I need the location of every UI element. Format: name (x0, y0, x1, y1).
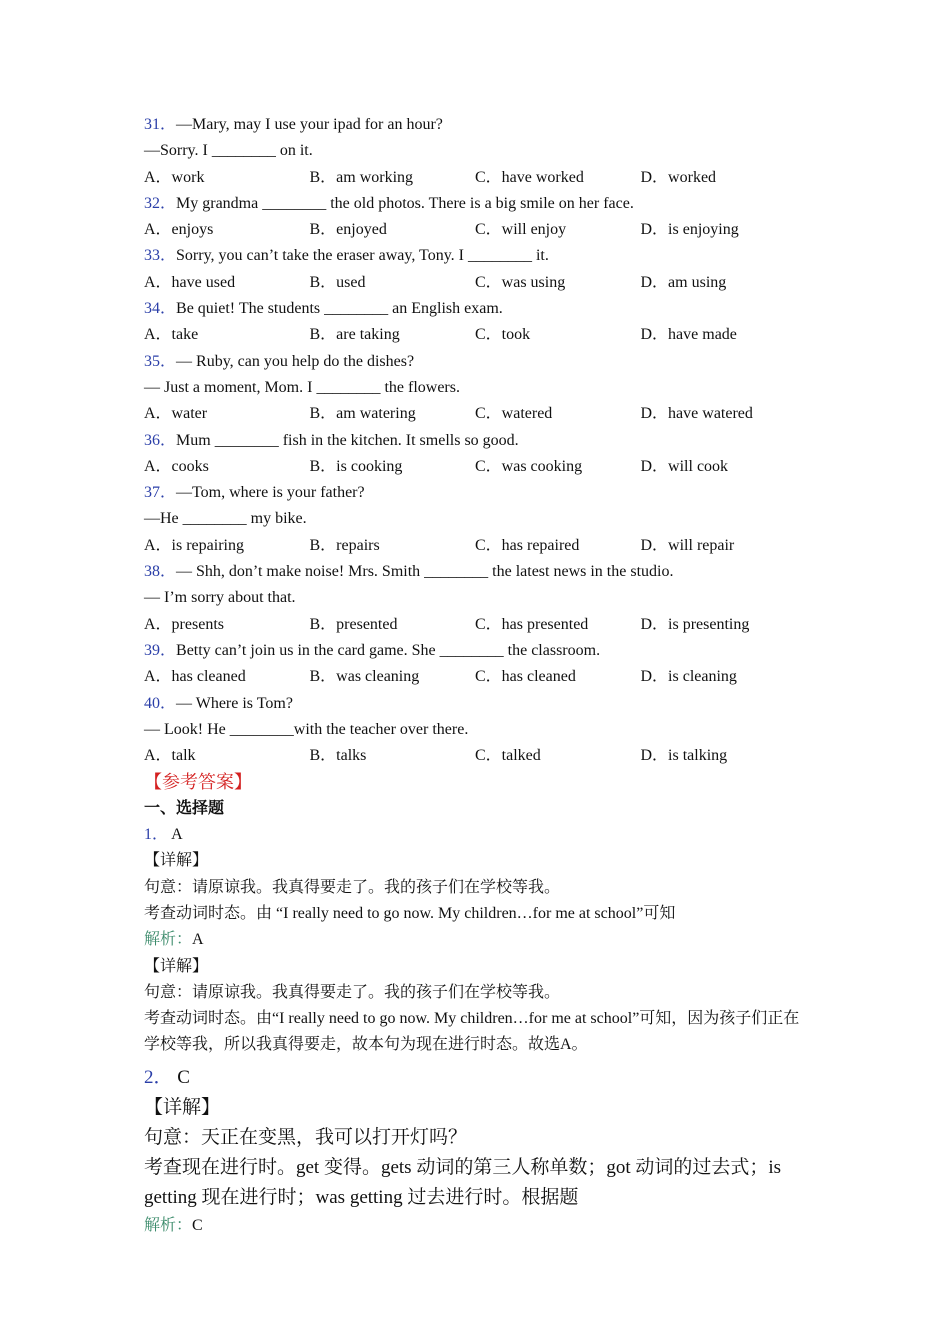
option-c: C．watered (475, 405, 553, 423)
option-b: B．am watering (309, 405, 416, 423)
option-a: A．presents (144, 615, 224, 633)
question-number: 32． (144, 194, 177, 212)
question-number: 36． (144, 431, 177, 449)
question-text: Sorry, you can’t take the eraser away, Tony. I ________ it. (176, 247, 549, 265)
analysis-suffix: 可知 (643, 904, 676, 922)
question-text: —Tom, where is your father? (176, 484, 365, 502)
sentence-meaning: 句意：天正在变黑，我可以打开灯吗？ (144, 1126, 468, 1148)
option-d: D．worked (640, 168, 717, 186)
option-d: D．have made (640, 326, 737, 344)
question-number: 31． (144, 116, 177, 133)
option-row (144, 664, 824, 690)
analysis-text: 考查现在进行时。get 变得。gets 动词的第三人称单数；got 动词的过去式；is getting 现在进行时；was getting 过去进行时。根据题 (144, 1156, 782, 1208)
option-a: A．cooks (144, 457, 209, 475)
answer-1 (144, 822, 824, 848)
answer-number: 1． (144, 826, 169, 844)
document-page (144, 112, 824, 1239)
question-number: 38． (144, 563, 177, 581)
question-text: — Look! He ________with the teacher over there. (144, 720, 469, 738)
option-a: A．have used (144, 273, 236, 291)
question-text: Mum ________ fish in the kitchen. It smells so good. (176, 431, 519, 449)
option-row (144, 217, 824, 243)
answer-2 (144, 1063, 824, 1093)
jiexi-label: 解析： (144, 931, 193, 949)
jiexi-value: A (192, 931, 204, 949)
question-text: My grandma ________ the old photos. There is a big smile on her face. (176, 194, 634, 212)
question-number: 35． (144, 352, 177, 370)
option-row (144, 743, 824, 769)
section-title: 一、选择题 (144, 799, 225, 817)
question-reply (144, 506, 824, 532)
question-number: 37． (144, 484, 177, 502)
option-b: B．talks (309, 747, 367, 765)
option-d: D．is talking (640, 747, 728, 765)
question-text: — I’m sorry about that. (144, 589, 296, 607)
option-a: A．enjoys (144, 221, 214, 239)
option-b: B．are taking (309, 326, 400, 344)
sentence-meaning: 句意：请原谅我。我真得要走了。我的孩子们在学校等我。 (144, 983, 561, 1001)
option-c: C．will enjoy (475, 221, 567, 239)
option-c: C．was cooking (475, 457, 583, 475)
option-b: B．was cleaning (309, 668, 420, 686)
option-row (144, 612, 824, 638)
question-text: Betty can’t join us in the card game. She ________ the classroom. (176, 641, 601, 659)
question-stem (144, 112, 824, 138)
question-list (144, 112, 824, 769)
question-stem (144, 296, 824, 322)
option-b: B．repairs (309, 536, 380, 554)
question-text: — Just a moment, Mom. I ________ the flowers. (144, 378, 460, 396)
option-b: B．is cooking (309, 457, 403, 475)
option-d: D．am using (640, 273, 727, 291)
answer-value: C (177, 1066, 190, 1088)
option-c: C．talked (475, 747, 541, 765)
option-row (144, 165, 824, 191)
question-reply (144, 138, 824, 164)
option-d: D．is presenting (640, 615, 750, 633)
option-row (144, 322, 824, 348)
option-a: A．work (144, 168, 205, 186)
question-stem (144, 428, 824, 454)
option-c: C．was using (475, 273, 566, 291)
option-b: B．used (309, 273, 366, 291)
question-reply (144, 585, 824, 611)
option-row (144, 454, 824, 480)
sentence-meaning: 句意：请原谅我。我真得要走了。我的孩子们在学校等我。 (144, 878, 561, 896)
analysis-prefix: 考查动词时态。由 (144, 904, 273, 922)
question-reply (144, 375, 824, 401)
detail-label: 【详解】 (144, 957, 209, 975)
option-c: C．has repaired (475, 536, 580, 554)
option-b: B．enjoyed (309, 221, 387, 239)
option-row (144, 401, 824, 427)
question-number: 33． (144, 247, 177, 265)
question-text: — Ruby, can you help do the dishes? (176, 352, 415, 370)
analysis-text: 考查动词时态。由“I really need to go now. My children…for me at school”可知，因为孩子们正在学校等我，所以我真得要走，故本句为现在进行时态。故选A。 (144, 1010, 800, 1054)
question-stem (144, 243, 824, 269)
option-d: D．is enjoying (640, 221, 739, 239)
question-stem (144, 191, 824, 217)
jiexi-line (144, 927, 824, 953)
option-d: D．will cook (640, 457, 729, 475)
question-stem (144, 638, 824, 664)
analysis-quote: “I really need to go now. My children…for me at school” (276, 904, 644, 922)
option-a: A．talk (144, 747, 196, 765)
option-a: A．water (144, 405, 208, 423)
option-c: C．took (475, 326, 531, 344)
option-d: D．will repair (640, 536, 735, 554)
question-stem (144, 691, 824, 717)
option-c: C．has cleaned (475, 668, 576, 686)
question-text: — Where is Tom? (176, 694, 293, 712)
question-number: 39． (144, 641, 177, 659)
jiexi-line (144, 1213, 824, 1239)
question-text: —He ________ my bike. (144, 510, 307, 528)
option-d: D．have watered (640, 405, 753, 423)
answer-value: A (171, 826, 183, 844)
option-d: D．is cleaning (640, 668, 737, 686)
option-row (144, 270, 824, 296)
detail-label: 【详解】 (144, 1096, 221, 1118)
option-b: B．presented (309, 615, 398, 633)
question-reply (144, 717, 824, 743)
jiexi-value: C (192, 1216, 203, 1234)
question-text: Be quiet! The students ________ an English exam. (176, 300, 503, 318)
question-text: — Shh, don’t make noise! Mrs. Smith ________ the latest news in the studio. (176, 563, 674, 581)
option-c: C．has presented (475, 615, 589, 633)
answer-number: 2． (144, 1066, 173, 1088)
question-text: —Sorry. I ________ on it. (144, 142, 313, 160)
question-number: 34． (144, 300, 177, 318)
question-stem (144, 349, 824, 375)
question-stem (144, 480, 824, 506)
question-number: 40． (144, 694, 177, 712)
option-c: C．have worked (475, 168, 584, 186)
detail-label: 【详解】 (144, 852, 209, 870)
option-a: A．has cleaned (144, 668, 246, 686)
question-text: —Mary, may I use your ipad for an hour? (176, 116, 443, 133)
answer-heading: 【参考答案】 (144, 772, 252, 793)
jiexi-label: 解析： (144, 1216, 193, 1234)
question-stem (144, 559, 824, 585)
option-a: A．take (144, 326, 199, 344)
option-row (144, 533, 824, 559)
analysis-text (144, 901, 824, 927)
option-b: B．am working (309, 168, 414, 186)
option-a: A．is repairing (144, 536, 244, 554)
